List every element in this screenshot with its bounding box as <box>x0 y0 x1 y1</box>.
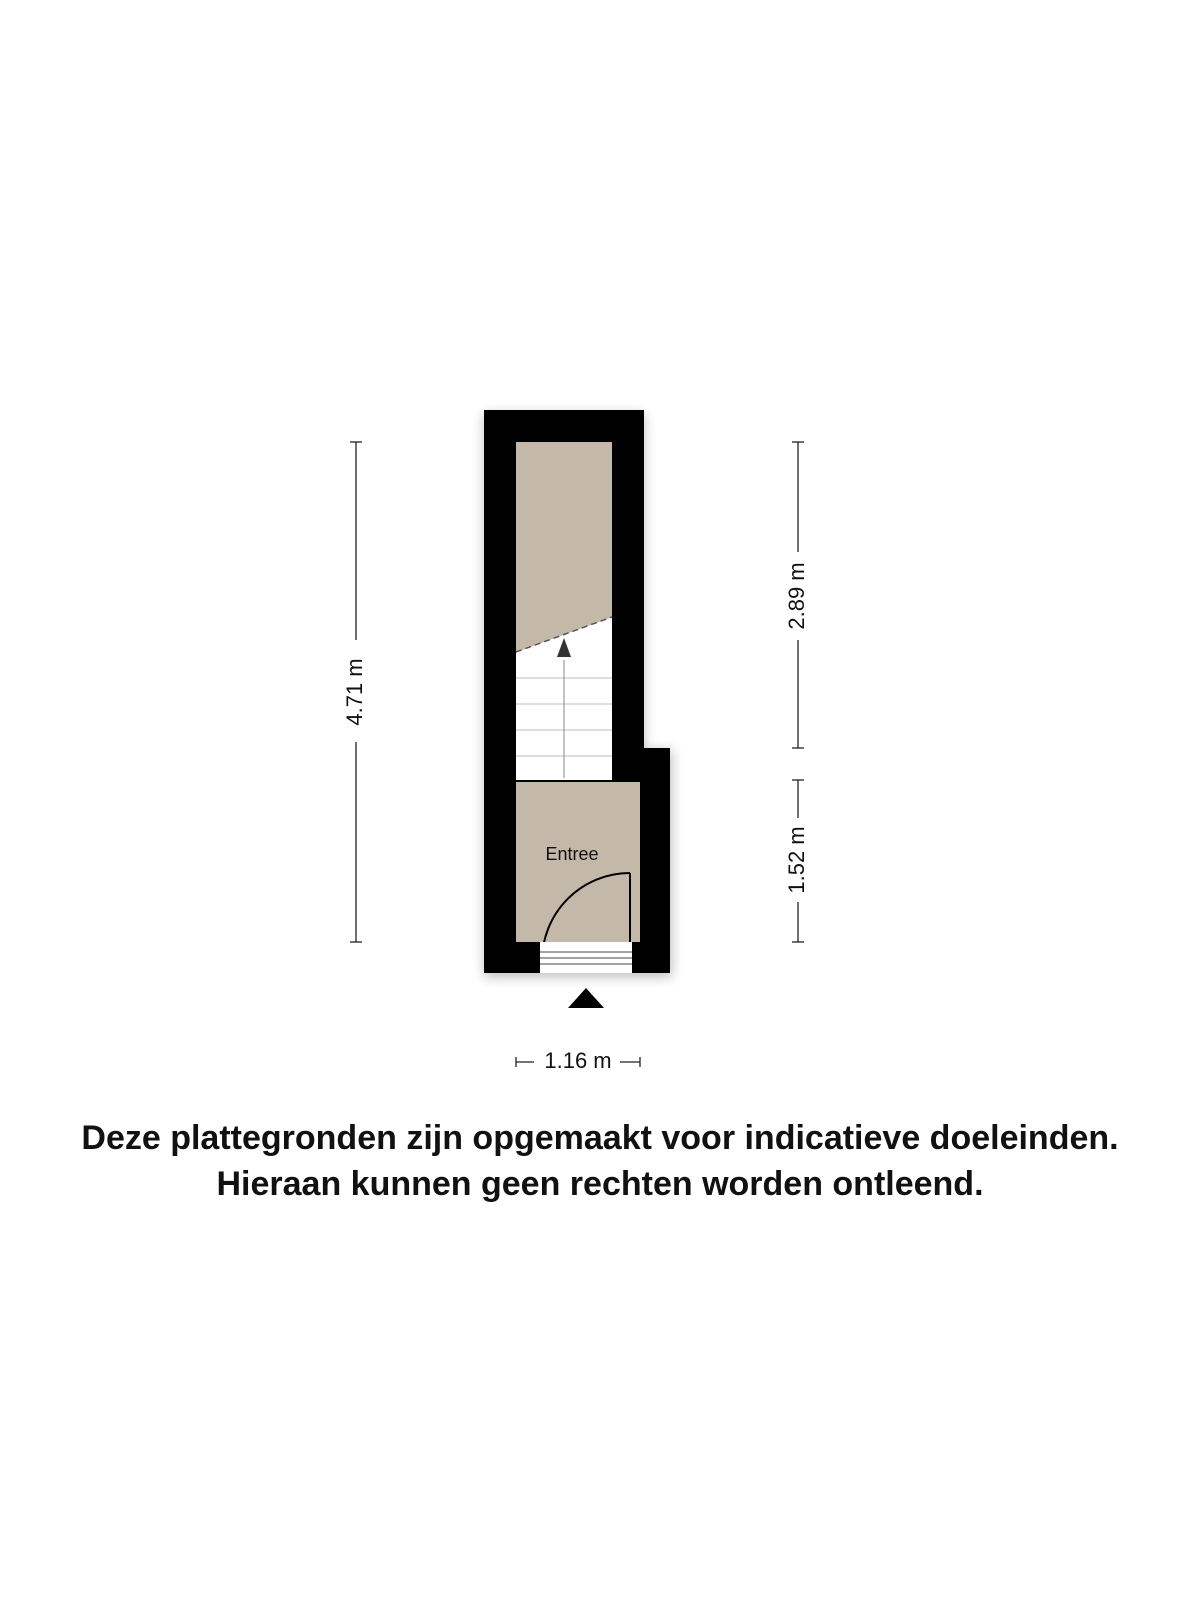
disclaimer <box>0 1115 1200 1207</box>
svg-text:1.52 m: 1.52 m <box>783 826 809 894</box>
disclaimer-line-2: Hieraan kunnen geen rechten worden ontleend. <box>216 1165 984 1203</box>
dimension-total-depth <box>342 442 367 942</box>
svg-text:4.71 m: 4.71 m <box>341 658 367 726</box>
dimension-width <box>516 1048 640 1073</box>
dimension-entree-depth <box>784 780 809 942</box>
svg-text:2.89 m: 2.89 m <box>783 562 809 630</box>
room-label-entree: Entree <box>545 844 599 864</box>
upper-floor-area <box>516 442 612 652</box>
svg-text:1.16 m: 1.16 m <box>544 1047 612 1073</box>
disclaimer-line-1: Deze plattegronden zijn opgemaakt voor indicatieve doeleinden. <box>81 1119 1119 1157</box>
entrance-threshold <box>532 942 640 973</box>
dimension-stair-section <box>784 442 809 748</box>
entrance-marker-icon <box>568 988 604 1008</box>
